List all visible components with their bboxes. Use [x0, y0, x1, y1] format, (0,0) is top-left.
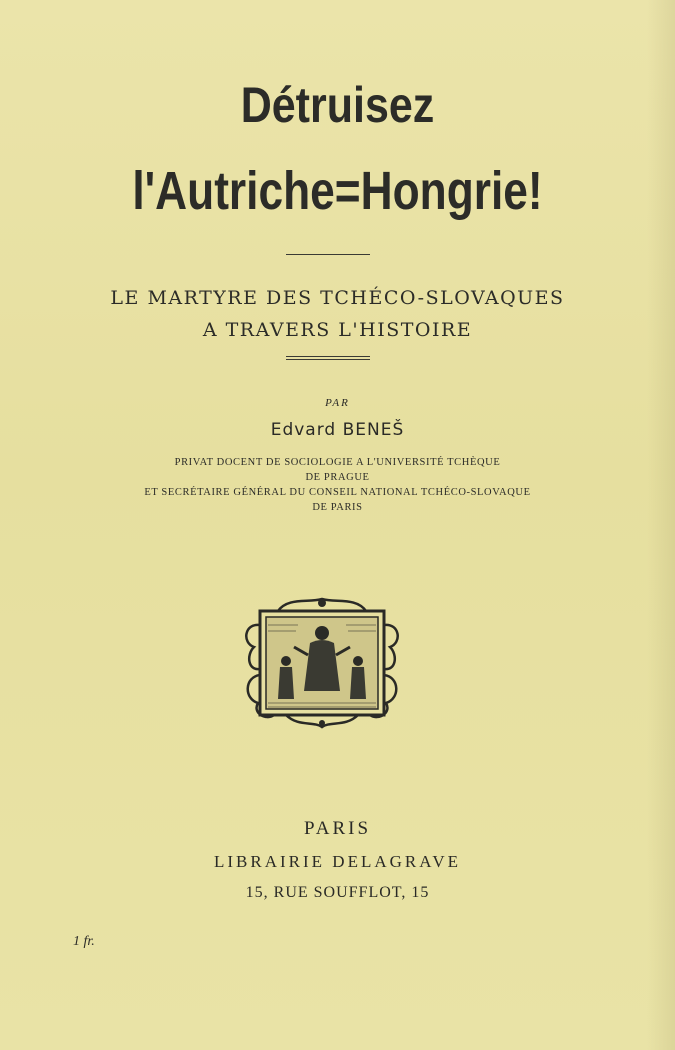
credential-line-4: DE PARIS — [312, 502, 363, 513]
subtitle-line-2: A TRAVERS L'HISTOIRE — [202, 319, 473, 341]
publisher-name: LIBRAIRIE DELAGRAVE — [214, 852, 461, 871]
subtitle-rule — [286, 356, 370, 360]
publisher-address: 15, RUE SOUFFLOT, 15 — [245, 884, 430, 901]
credential-line-2: DE PRAGUE — [305, 472, 370, 483]
title-line-2: l'Autriche=Hongrie! — [132, 161, 543, 221]
title-line-1: Détruisez — [240, 77, 435, 133]
price-label: 1 fr. — [73, 934, 95, 949]
by-label: PAR — [325, 397, 350, 409]
credential-line-3: ET SECRÉTAIRE GÉNÉRAL DU CONSEIL NATIONAL TCHÉCO-SLOVAQUE — [144, 487, 531, 498]
author-name: Edvard BENEŠ — [270, 420, 405, 440]
publisher-city: PARIS — [303, 818, 372, 839]
printer-mark-emblem-icon — [238, 595, 406, 730]
credential-line-1: PRIVAT DOCENT DE SOCIOLOGIE A L'UNIVERSITÉ TCHÈQUE — [174, 457, 501, 468]
subtitle-line-1: LE MARTYRE DES TCHÉCO-SLOVAQUES — [110, 287, 565, 309]
title-rule — [286, 254, 370, 255]
